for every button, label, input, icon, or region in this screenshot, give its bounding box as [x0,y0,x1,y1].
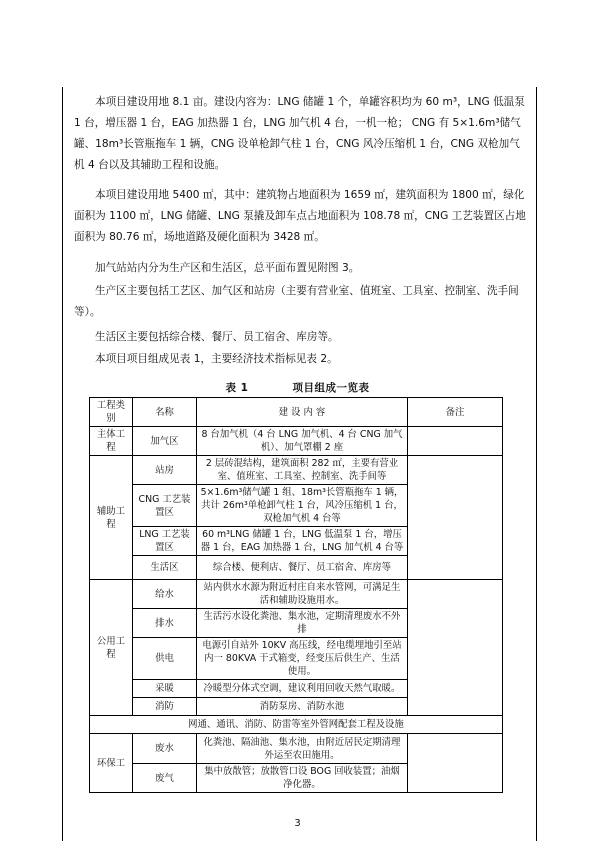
name-cell: 加气区 [133,427,197,456]
paragraph-4: 生产区主要包括工艺区、加气区和站房（主要有营业室、值班室、工具室、控制室、洗手间等）。 [74,285,519,318]
name-cell: 废水 [133,734,197,764]
category-cell: 辅助工程 [90,456,133,580]
paragraph-1: 本项目建设用地 8.1 亩。建设内容为：LNG 储罐 1 个，单罐容积均为 60 m³，LNG 低温泵 1 台，增压器 1 台，EAG 加热器 1 台，LNG 加气机 4 台，一机一枪； CNG 有 5×1.6m³储气罐、18m³长管瓶拖车 1 辆，CNG 设单枪卸气柱 1 台，CNG 风冷压缩机 1 台，CNG 双枪加气机 4 台以及其辅助工程和设施。 [74,96,525,171]
content-cell: 8 台加气机（4 台 LNG 加气机、4 台 CNG 加气机）、加气罩棚 2 座 [197,427,408,456]
name-cell: CNG 工艺装置区 [133,485,197,527]
page-number: 3 [294,818,301,829]
remark-cell [408,456,503,580]
table-row [90,734,503,764]
name-cell: LNG 工艺装置区 [133,527,197,556]
header-remark: 备注 [408,398,503,427]
table-row [90,580,503,609]
name-cell: 采暖 [133,680,197,698]
paragraph-2: 本项目建设用地 5400 ㎡，其中：建筑物占地面积为 1659 ㎡，建筑面积为 1800 ㎡，绿化面积为 1100 ㎡，LNG 储罐、LNG 泵撬及卸车点占地面积为 108.78 ㎡，CNG 工艺装置区占地面积为 80.76 ㎡，场地道路及硬化面积为 3428 ㎡。 [74,189,526,243]
paragraph-5: 生活区主要包括综合楼、餐厅、员工宿舍、库房等。 [95,331,339,343]
table-header-row [90,398,503,427]
remark-cell [408,580,503,716]
paragraph-3: 加气站站内分为生产区和生活区，总平面布置见附图 3。 [95,262,360,274]
category-cell: 公用工程 [90,580,133,716]
header-category: 工程类别 [90,398,133,427]
table-row [90,456,503,485]
name-cell: 生活区 [133,556,197,580]
full-width-cell: 网通、通讯、消防、防雷等室外管网配套工程及设施 [90,716,503,734]
header-name: 名称 [133,398,197,427]
remark-cell [408,427,503,456]
content-cell: 电源引自站外 10KV 高压线，经电缆埋地引至站内一 80KVA 干式箱变，经变压后供生产、生活使用。 [197,638,408,680]
content-cell: 综合楼、便利店、餐厅、员工宿舍、库房等 [197,556,408,580]
category-cell: 主体工程 [90,427,133,456]
remark-cell [408,734,503,793]
name-cell: 排水 [133,609,197,638]
content-cell: 5×1.6m³储气罐 1 组、18m³长管瓶拖车 1 辆，共计 26m³单枪卸气柱 1 台，风冷压缩机 1 台，双枪加气机 4 台等 [197,485,408,527]
header-content: 建 设 内 容 [197,398,408,427]
content-cell: 集中放散管；放散管口设 BOG 回收装置；油烟净化器。 [197,764,408,793]
content-cell: 消防泵房、消防水池 [197,698,408,716]
paragraph-6: 本项目项目组成见表 1，主要经济技术指标见表 2。 [95,353,338,365]
content-cell: 2 层砖混结构，建筑面积 282 ㎡，主要有营业室、值班室、工具室、控制室、洗手间等 [197,456,408,485]
content-cell: 化粪池、隔油池、集水池，由附近居民定期清理外运至农田施用。 [197,734,408,764]
name-cell: 给水 [133,580,197,609]
content-cell: 冷暖型分体式空调，建议利用回收天然气取暖。 [197,680,408,698]
table-row [90,716,503,734]
content-cell: 生活污水设化粪池、集水池，定期清理废水不外排 [197,609,408,638]
name-cell: 废气 [133,764,197,793]
content-cell: 60 m³LNG 储罐 1 台，LNG 低温泵 1 台，增压器 1 台，EAG 加热器 1 台，LNG 加气机 4 台等 [197,527,408,556]
name-cell: 消防 [133,698,197,716]
table-caption: 表 1 项目组成一览表 [225,382,370,394]
name-cell: 供电 [133,638,197,680]
content-cell: 站内供水水源为附近村庄自来水管网，可满足生活和辅助设施用水。 [197,580,408,609]
project-composition-table [89,397,503,793]
name-cell: 站房 [133,456,197,485]
category-cell: 环保工 [90,734,133,793]
table-row [90,427,503,456]
